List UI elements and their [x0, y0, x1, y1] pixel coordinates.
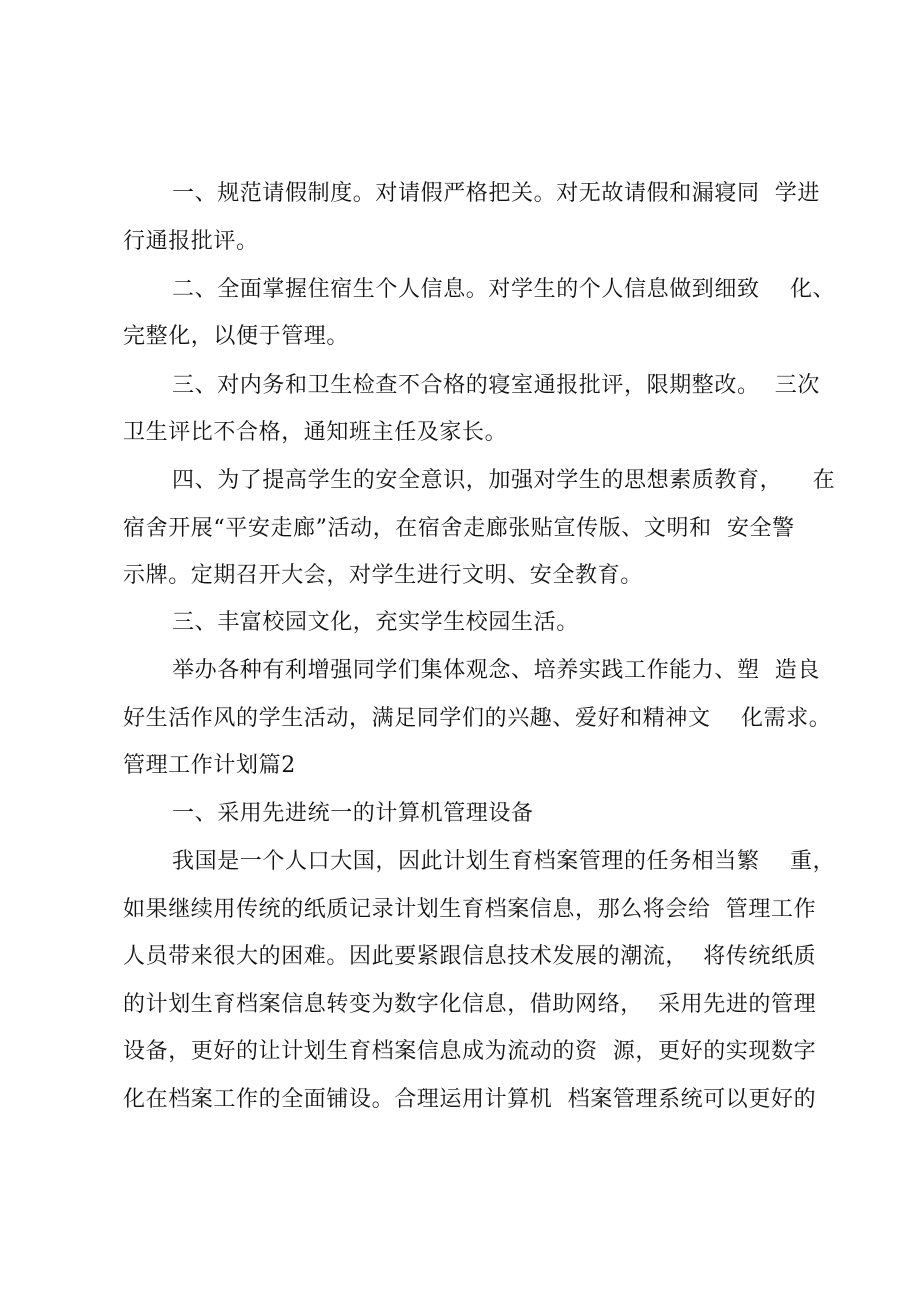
paragraph-2-line-2: 完整化，以便于管理。	[123, 324, 350, 349]
section-heading-campus-culture: 三、丰富校园文化，充实学生校园生活。	[172, 610, 579, 635]
plan-title: 管理工作计划篇2	[123, 753, 296, 778]
paragraph-6-line-2: 如果继续用传统的纸质记录计划生育档案信息，那么将会给 管理工作	[123, 897, 817, 922]
paragraph-4-line-1: 四、为了提高学生的安全意识，加强对学生的思想素质教育， 在	[172, 468, 836, 493]
section-heading-computer-equipment: 一、采用先进统一的计算机管理设备	[172, 801, 534, 826]
paragraph-6-line-5: 设备，更好的让计划生育档案信息成为流动的资 源，更好的实现数字	[123, 1039, 817, 1064]
paragraph-4-line-3: 示牌。定期召开大会，对学生进行文明、安全教育。	[123, 563, 643, 588]
paragraph-1-line-1: 一、规范请假制度。对请假严格把关。对无故请假和漏寝同 学进	[172, 181, 820, 206]
paragraph-6-line-1: 我国是一个人口大国，因此计划生育档案管理的任务相当繁 重，	[172, 849, 836, 874]
paragraph-5-line-2: 好生活作风的学生活动，满足同学们的兴趣、爱好和精神文 化需求。	[123, 706, 832, 731]
paragraph-1-line-2: 行通报批评。	[123, 229, 259, 254]
paragraph-6-line-6: 化在档案工作的全面铺设。合理运用计算机 档案管理系统可以更好的	[123, 1087, 817, 1112]
paragraph-4-line-2: 宿舍开展“平安走廊”活动，在宿舍走廊张贴宣传版、文明和 安全警	[123, 516, 795, 541]
paragraph-2-line-1: 二、全面掌握住宿生个人信息。对学生的个人信息做到细致 化、	[172, 277, 836, 302]
paragraph-5-line-1: 举办各种有利增强同学们集体观念、培养实践工作能力、塑 造良	[172, 658, 820, 683]
paragraph-6-line-4: 的计划生育档案信息转变为数字化信息，借助网络， 采用先进的管理	[123, 992, 817, 1017]
paragraph-3-line-2: 卫生评比不合格，通知班主任及家长。	[123, 420, 508, 445]
paragraph-6-line-3: 人员带来很大的困难。因此要紧跟信息技术发展的潮流， 将传统纸质	[123, 944, 817, 969]
paragraph-3-line-1: 三、对内务和卫生检查不合格的寝室通报批评，限期整改。 三次	[172, 373, 820, 398]
